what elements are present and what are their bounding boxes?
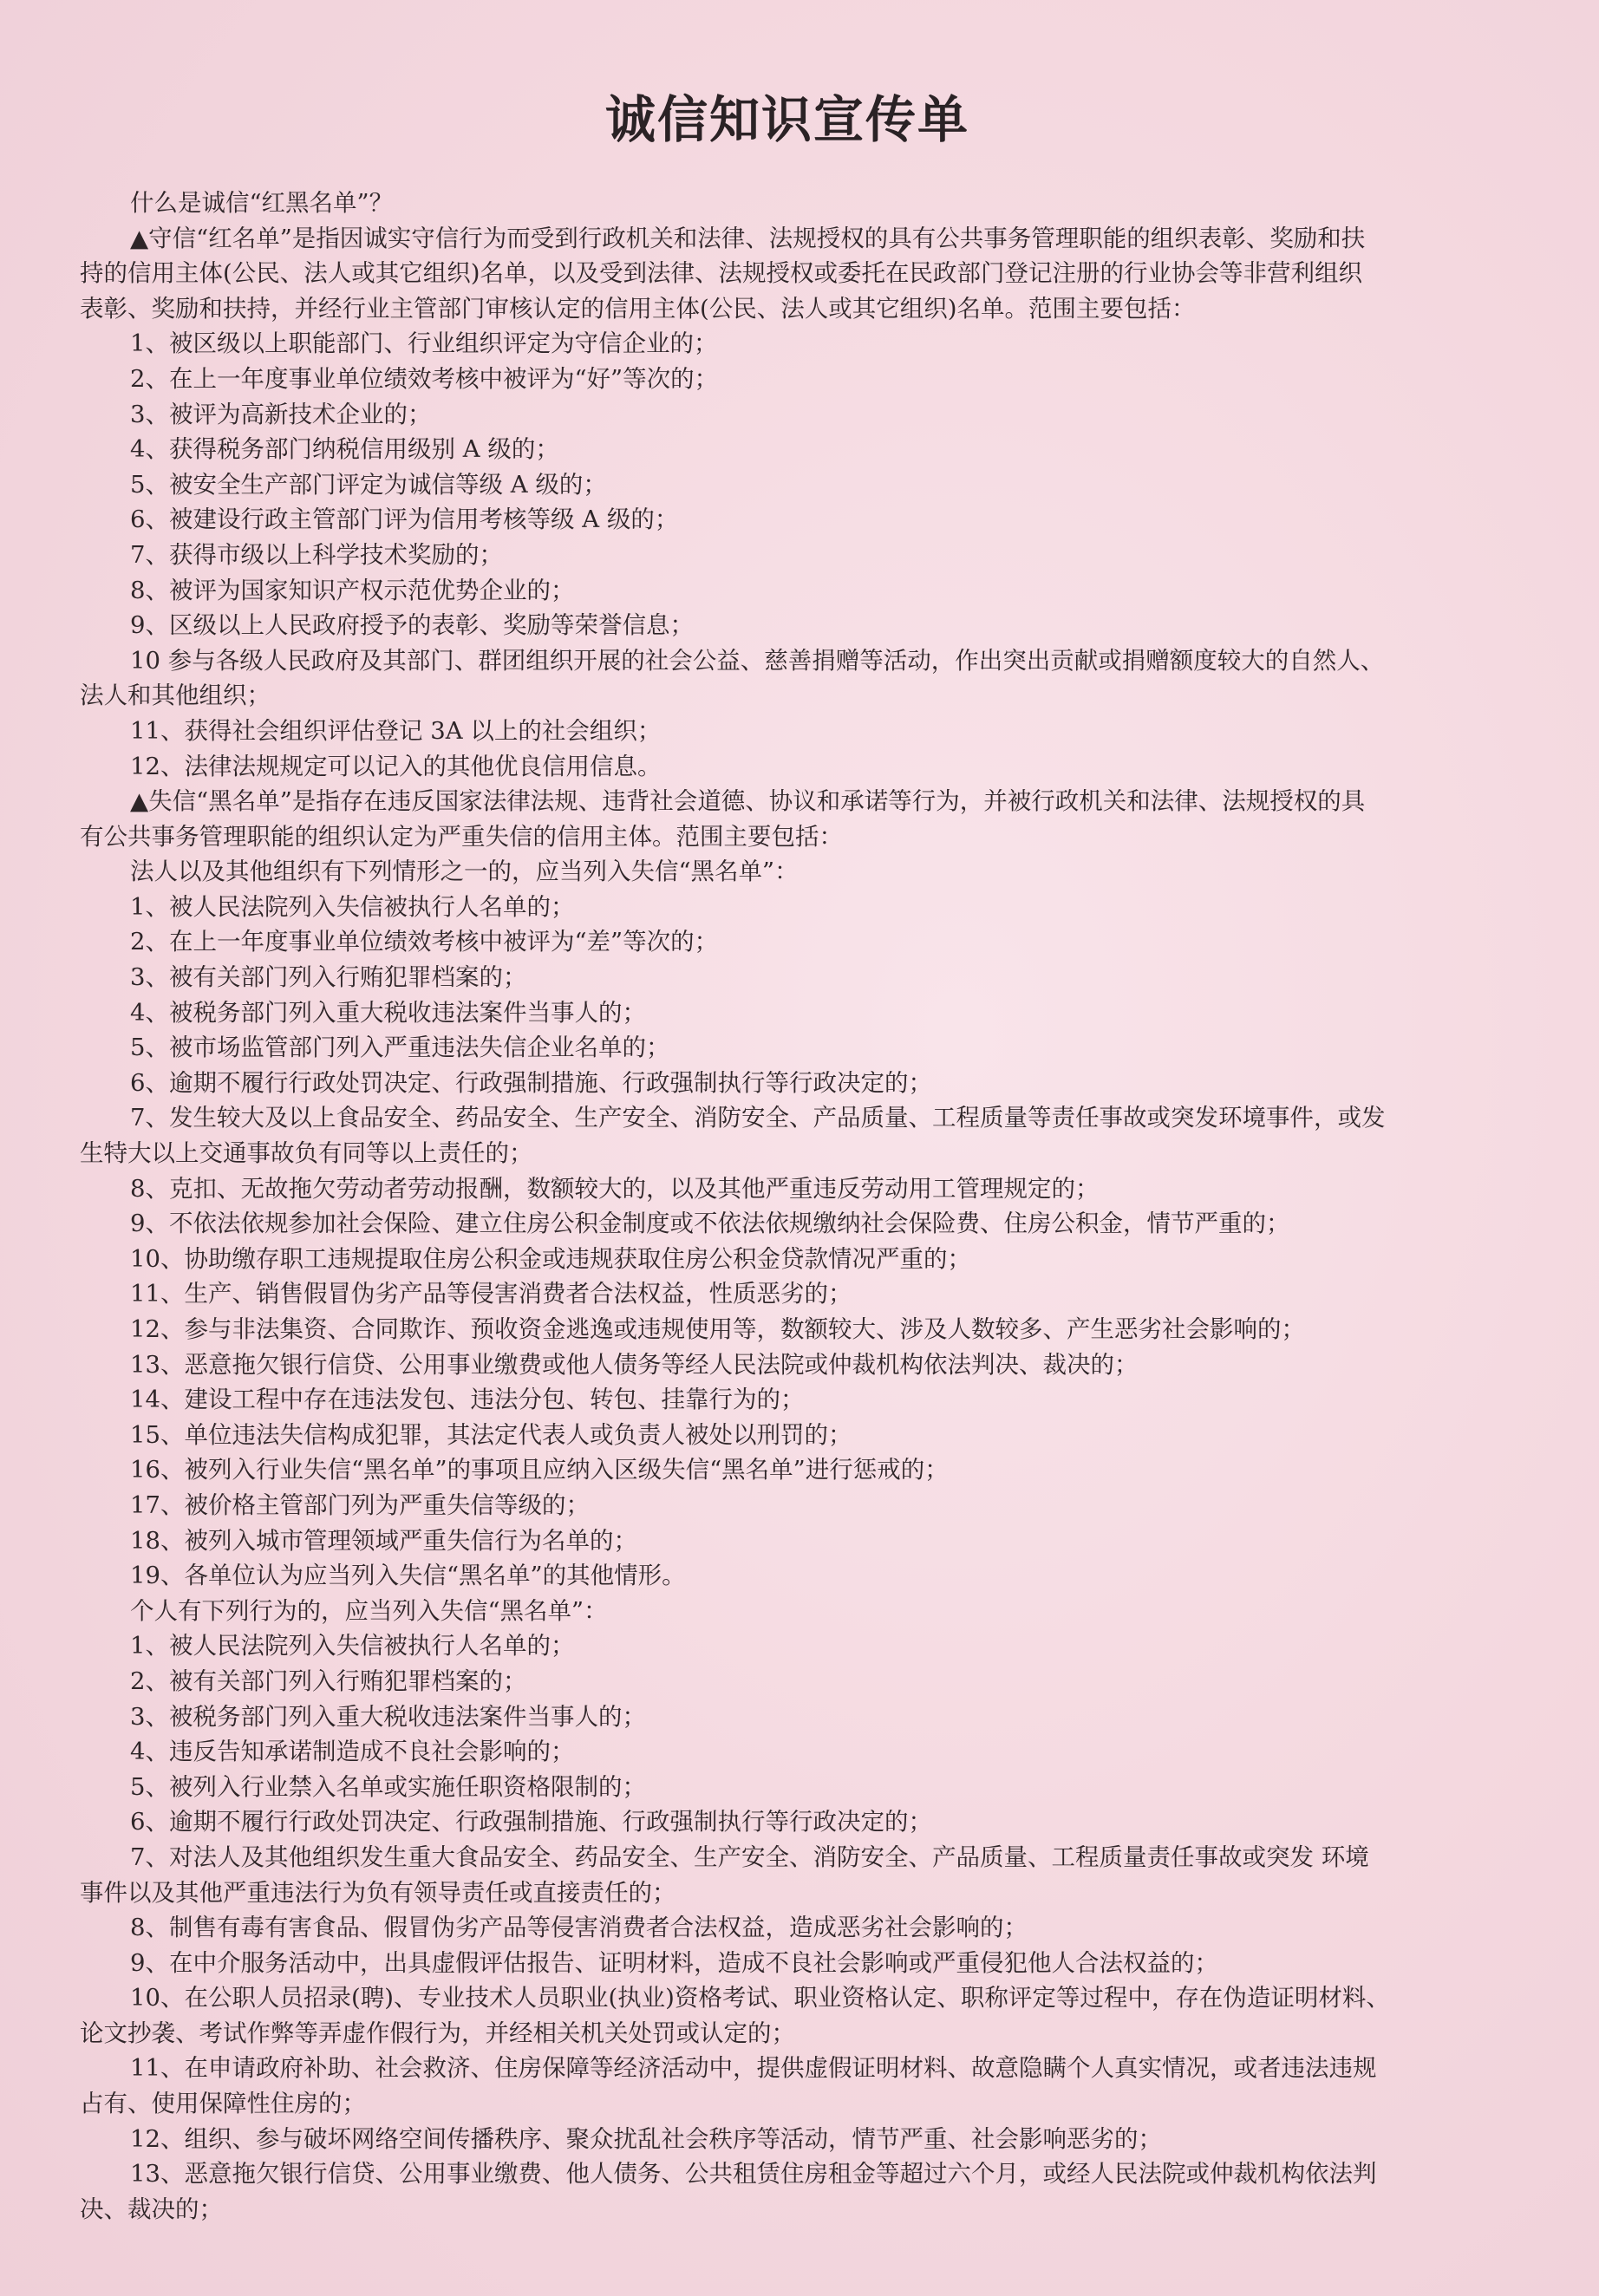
text-line: 2、在上一年度事业单位绩效考核中被评为“好”等次的； bbox=[130, 364, 719, 393]
text-line: 8、被评为国家知识产权示范优势企业的； bbox=[130, 576, 575, 604]
text-line: 13、恶意拖欠银行信贷、公用事业缴费或他人债务等经人民法院或仲裁机构依法判决、裁决的； bbox=[130, 1350, 1139, 1379]
text-line: 3、被有关部门列入行贿犯罪档案的； bbox=[130, 963, 527, 992]
text-line: 2、被有关部门列入行贿犯罪档案的； bbox=[130, 1667, 527, 1695]
text-line: 16、被列入行业失信“黑名单”的事项且应纳入区级失信“黑名单”进行惩戒的； bbox=[130, 1456, 949, 1484]
text-line: 1、被区级以上职能部门、行业组织评定为守信企业的； bbox=[130, 329, 718, 358]
text-line: 决、裁决的； bbox=[80, 2195, 223, 2223]
text-line: 6、逾期不履行行政处罚决定、行政强制措施、行政强制执行等行政决定的； bbox=[130, 1808, 932, 1836]
text-line: 5、被列入行业禁入名单或实施任职资格限制的； bbox=[130, 1772, 646, 1801]
text-line: 14、建设工程中存在违法发包、违法分包、转包、挂靠行为的； bbox=[130, 1386, 805, 1414]
text-line: 1、被人民法院列入失信被执行人名单的； bbox=[130, 1632, 575, 1660]
text-line: 生特大以上交通事故负有同等以上责任的； bbox=[80, 1139, 533, 1168]
text-line: 4、被税务部门列入重大税收违法案件当事人的； bbox=[130, 998, 646, 1027]
text-line: 持的信用主体(公民、法人或其它组织)名单，以及受到法律、法规授权或委托在民政部门登记注册的行业协会等非营利组织 bbox=[80, 259, 1362, 288]
text-line: 5、被市场监管部门列入严重违法失信企业名单的； bbox=[130, 1034, 670, 1062]
text-line: 占有、使用保障性住房的； bbox=[80, 2090, 366, 2118]
text-line: 19、各单位认为应当列入失信“黑名单”的其他情形。 bbox=[130, 1562, 686, 1590]
text-line: ▲失信“黑名单”是指存在违反国家法律法规、违背社会道德、协议和承诺等行为，并被行政机关和法律、法规授权的具 bbox=[130, 787, 1366, 816]
document-body bbox=[80, 186, 1530, 2227]
text-line: 7、对法人及其他组织发生重大食品安全、药品安全、生产安全、消防安全、产品质量、工程质量责任事故或突发 环境 bbox=[130, 1843, 1369, 1871]
text-line: 论文抄袭、考试作弊等弄虚作假行为，并经相关机关处罚或认定的； bbox=[80, 2019, 795, 2047]
text-line: 6、逾期不履行行政处罚决定、行政强制措施、行政强制执行等行政决定的； bbox=[130, 1068, 932, 1097]
text-line: 3、被评为高新技术企业的； bbox=[130, 400, 432, 428]
text-line: 12、法律法规规定可以记入的其他优良信用信息。 bbox=[130, 752, 662, 780]
text-line: 10 参与各级人民政府及其部门、群团组织开展的社会公益、慈善捐赠等活动，作出突出贡献或捐赠额度较大的自然人、 bbox=[130, 646, 1385, 675]
text-line: 13、恶意拖欠银行信贷、公用事业缴费、他人债务、公共租赁住房租金等超过六个月，或经人民法院或仲裁机构依法判 bbox=[130, 2160, 1377, 2188]
text-line: 事件以及其他严重违法行为负有领导责任或直接责任的； bbox=[80, 1878, 676, 1907]
text-line: 11、在申请政府补助、社会救济、住房保障等经济活动中，提供虚假证明材料、故意隐瞒个人真实情况，或者违法违规 bbox=[130, 2054, 1377, 2083]
text-line: 9、不依法依规参加社会保险、建立住房公积金制度或不依法依规缴纳社会保险费、住房公积金，情节严重的； bbox=[130, 1210, 1290, 1238]
text-line: 10、协助缴存职工违规提取住房公积金或违规获取住房公积金贷款情况严重的； bbox=[130, 1244, 971, 1273]
text-line: 11、生产、销售假冒伪劣产品等侵害消费者合法权益，性质恶劣的； bbox=[130, 1280, 852, 1308]
text-line: 3、被税务部门列入重大税收违法案件当事人的； bbox=[130, 1702, 646, 1731]
text-line: 9、在中介服务活动中，出具虚假评估报告、证明材料，造成不良社会影响或严重侵犯他人合法权益的； bbox=[130, 1948, 1218, 1977]
text-line: 7、获得市级以上科学技术奖励的； bbox=[130, 540, 503, 569]
text-line: 7、发生较大及以上食品安全、药品安全、生产安全、消防安全、产品质量、工程质量等责任事故或突发环境事件，或发 bbox=[130, 1104, 1386, 1132]
text-line: 4、获得税务部门纳税信用级别 A 级的； bbox=[130, 435, 559, 464]
text-line: 6、被建设行政主管部门评为信用考核等级 A 级的； bbox=[130, 506, 679, 534]
text-line: 个人有下列行为的，应当列入失信“黑名单”： bbox=[130, 1596, 608, 1625]
text-line: 10、在公职人员招录(聘)、专业技术人员职业(执业)资格考试、职业资格认定、职称评定等过程中，存在伪造证明材料、 bbox=[130, 1984, 1390, 2012]
text-line: 8、克扣、无故拖欠劳动者劳动报酬，数额较大的，以及其他严重违反劳动用工管理规定的； bbox=[130, 1174, 1100, 1203]
text-line: 有公共事务管理职能的组织认定为严重失信的信用主体。范围主要包括： bbox=[80, 822, 843, 851]
text-line: 什么是诚信“红黑名单”？ bbox=[130, 189, 394, 217]
text-line: 5、被安全生产部门评定为诚信等级 A 级的； bbox=[130, 470, 607, 499]
text-line: 17、被价格主管部门列为严重失信等级的； bbox=[130, 1490, 590, 1519]
text-line: 1、被人民法院列入失信被执行人名单的； bbox=[130, 892, 575, 921]
text-line: 15、单位违法失信构成犯罪，其法定代表人或负责人被处以刑罚的； bbox=[130, 1420, 852, 1449]
text-line: 法人和其他组织； bbox=[80, 682, 271, 710]
text-line: 表彰、奖励和扶持，并经行业主管部门审核认定的信用主体(公民、法人或其它组织)名单。范围主要包括： bbox=[80, 294, 1196, 323]
text-line: ▲守信“红名单”是指因诚实守信行为而受到行政机关和法律、法规授权的具有公共事务管理职能的组织表彰、奖励和扶 bbox=[130, 224, 1366, 252]
text-line: 12、组织、参与破坏网络空间传播秩序、聚众扰乱社会秩序等活动，情节严重、社会影响恶劣的； bbox=[130, 2124, 1162, 2153]
document-title: 诚信知识宣传单 bbox=[604, 90, 969, 149]
text-line: 2、在上一年度事业单位绩效考核中被评为“差”等次的； bbox=[130, 928, 719, 956]
text-line: 8、制售有毒有害食品、假冒伪劣产品等侵害消费者合法权益，造成恶劣社会影响的； bbox=[130, 1914, 1028, 1942]
text-line: 11、获得社会组织评估登记 3A 以上的社会组织； bbox=[130, 716, 662, 745]
text-line: 法人以及其他组织有下列情形之一的，应当列入失信“黑名单”： bbox=[130, 858, 799, 886]
text-line: 18、被列入城市管理领域严重失信行为名单的； bbox=[130, 1526, 637, 1555]
text-line: 4、违反告知承诺制造成不良社会影响的； bbox=[130, 1738, 575, 1766]
text-line: 12、参与非法集资、合同欺诈、预收资金逃逸或违规使用等，数额较大、涉及人数较多、产生恶劣社会影响的； bbox=[130, 1315, 1305, 1343]
text-line: 9、区级以上人民政府授予的表彰、奖励等荣誉信息； bbox=[130, 611, 694, 640]
